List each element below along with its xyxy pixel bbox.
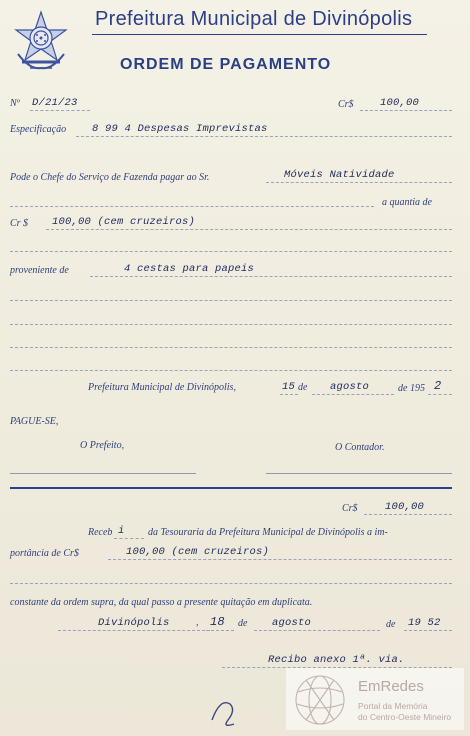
number-label: Nº bbox=[10, 98, 20, 109]
prefeito-label: O Prefeito, bbox=[80, 440, 125, 451]
order-number: D/21/23 bbox=[32, 97, 78, 109]
prefeito-signature-line bbox=[10, 473, 196, 474]
order-amount: 100,00 bbox=[380, 97, 420, 109]
receipt-city: Divinópolis bbox=[98, 617, 170, 629]
city-line bbox=[58, 630, 210, 631]
receipt-de-1: de bbox=[238, 618, 248, 629]
recebi-text: da Tesouraria da Prefeitura Municipal de Divinópolis a im- bbox=[148, 527, 388, 538]
blank-line-3 bbox=[10, 324, 452, 325]
spec-line bbox=[76, 136, 452, 137]
spec-label: Especificação bbox=[10, 124, 67, 135]
receipt-day: 18 bbox=[210, 615, 225, 629]
blank-line-1 bbox=[10, 251, 452, 252]
amount-words-line bbox=[46, 229, 452, 230]
receipt-amount-label: Cr$ bbox=[342, 503, 358, 514]
day-line bbox=[280, 394, 298, 395]
receipt-year: 19 52 bbox=[408, 617, 441, 629]
receipt-day-line bbox=[206, 630, 234, 631]
signature-mark bbox=[200, 690, 260, 730]
source-label: proveniente de bbox=[10, 265, 69, 276]
receipt-blank-line bbox=[10, 583, 452, 584]
amount-words: 100,00 (cem cruzeiros) bbox=[52, 216, 196, 228]
cr-label: Cr $ bbox=[10, 218, 29, 229]
blank-line-5 bbox=[10, 370, 452, 371]
place-text: Prefeitura Municipal de Divinópolis, bbox=[88, 382, 236, 393]
source-line bbox=[90, 276, 452, 277]
payee-line bbox=[266, 182, 452, 183]
year-label: de 195 bbox=[398, 383, 425, 394]
constante-text: constante da ordem supra, da qual passo a presente quitação em duplicata. bbox=[10, 597, 313, 608]
watermark-line-2: do Centro-Oeste Mineiro bbox=[358, 712, 452, 722]
month-line bbox=[312, 394, 394, 395]
blank-line-2 bbox=[10, 300, 452, 301]
recebi-prefix: Receb bbox=[88, 527, 113, 538]
title-underline bbox=[92, 34, 427, 35]
pague-se-label: PAGUE-SE, bbox=[10, 416, 59, 427]
importancia-label: portância de Cr$ bbox=[10, 548, 79, 559]
year-line bbox=[428, 394, 452, 395]
contador-label: O Contador. bbox=[335, 442, 385, 453]
source-value: 4 cestas para papeis bbox=[124, 263, 255, 275]
receipt-words-line bbox=[108, 559, 452, 560]
order-day: 15 bbox=[282, 381, 296, 393]
payee-line-2 bbox=[10, 206, 374, 207]
brazil-coat-of-arms-icon bbox=[10, 10, 72, 76]
quantity-label: a quantia de bbox=[382, 197, 432, 208]
recebi-line bbox=[114, 538, 144, 539]
watermark-line-1: Portal da Memória bbox=[358, 701, 428, 711]
receipt-de-2: de bbox=[386, 619, 396, 630]
pay-text: Pode o Chefe do Serviço de Fazenda pagar ao Sr. bbox=[10, 172, 210, 183]
payee-name: Móveis Natividade bbox=[284, 169, 395, 181]
receipt-month: agosto bbox=[272, 617, 312, 629]
receipt-amount-words: 100,00 (cem cruzeiros) bbox=[126, 546, 270, 558]
receipt-amount-line bbox=[364, 514, 452, 515]
recebi-suffix: i bbox=[118, 525, 125, 537]
receipt-amount: 100,00 bbox=[385, 501, 425, 513]
globe-network-icon bbox=[292, 672, 348, 728]
year-digit: 2 bbox=[434, 379, 442, 393]
order-month: agosto bbox=[330, 381, 370, 393]
number-line bbox=[30, 110, 90, 111]
contador-signature-line bbox=[266, 473, 452, 474]
de-label-1: de bbox=[298, 382, 308, 393]
section-divider bbox=[10, 487, 452, 489]
recibo-text: Recibo anexo 1ª. via. bbox=[268, 654, 405, 666]
blank-line-4 bbox=[10, 347, 452, 348]
receipt-year-line bbox=[404, 630, 452, 631]
document-subtitle: ORDEM DE PAGAMENTO bbox=[120, 56, 332, 73]
watermark-name: EmRedes bbox=[358, 678, 424, 695]
spec-value: 8 99 4 Despesas Imprevistas bbox=[92, 123, 268, 135]
comma-separator: , bbox=[196, 617, 199, 628]
receipt-month-line bbox=[254, 630, 380, 631]
amount-line bbox=[360, 110, 452, 111]
page-title: Prefeitura Municipal de Divinópolis bbox=[95, 8, 413, 30]
emredes-watermark bbox=[286, 668, 464, 730]
amount-label: Cr$ bbox=[338, 99, 354, 110]
